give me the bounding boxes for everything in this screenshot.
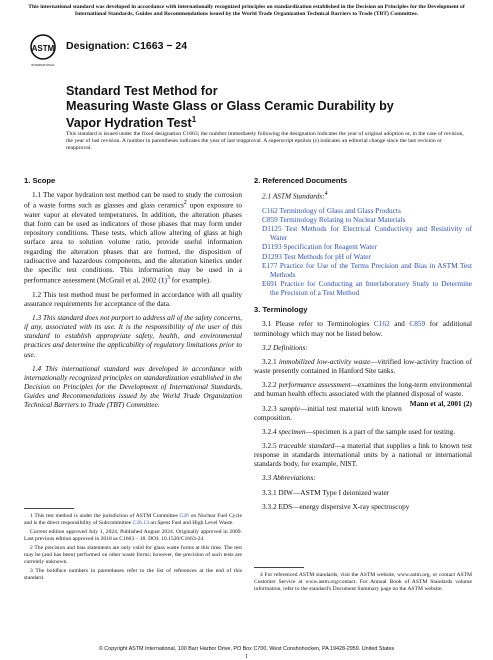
- referenced-document-title[interactable]: Test Methods for Electrical Conductivity and Resistivity of Water: [270, 224, 472, 243]
- link-c26[interactable]: C26: [179, 513, 189, 519]
- footnote-2: 2 The precision and bias statements are only valid for glass waste forms at this time. The test may be (and has been) performed on other waste forms; however, the precision of such tests are currently unknown.: [24, 545, 242, 566]
- referenced-document-item: [254, 242, 472, 251]
- referenced-document-title[interactable]: Terminology Relating to Nuclear Materials: [277, 214, 406, 224]
- para-2-1: 2.1 ASTM Standards:$^4$: [262, 191, 328, 201]
- section-3-heading: 3. Terminology: [254, 305, 308, 315]
- footnote-ref-3[interactable]: 3: [166, 274, 170, 281]
- referenced-document-title[interactable]: Test Methods for pH of Water: [281, 251, 371, 261]
- title-line-1: Standard Test Method for: [66, 84, 218, 98]
- para-3-2-1: 3.2.1 immobilized low-activity waste—vitrified low-activity fraction of waste presently contained in Hanford Site tanks.: [254, 356, 473, 376]
- referenced-documents-list: [254, 206, 472, 298]
- para-3-2-2: 3.2.2 performance assessment—examines the long-term environmental and human health effects associated with the planned disposal of waste. Mann et al, 2001 (2): [254, 380, 472, 408]
- referenced-document-title[interactable]: Specification for Reagent Water: [281, 242, 377, 252]
- title-footnote-mark[interactable]: 1: [191, 115, 197, 124]
- referenced-document-item: [254, 261, 472, 279]
- svg-text:ASTM: ASTM: [31, 44, 55, 53]
- referenced-document-title[interactable]: Practice for Conducting an Interlaboratory Study to Determine the Precision of a Test Method: [270, 278, 472, 298]
- para-3-2: 3.2 Definitions:: [262, 342, 308, 352]
- referenced-document-item: [254, 252, 472, 261]
- title-line-2: Measuring Waste Glass or Glass Ceramic Durability by: [66, 98, 394, 113]
- footnote-1-edition: Current edition approved July 1, 2024. Published August 2024. Originally approved in 2009. Last previous edition approved in 2018 as C1663 – 18. DOI: 10.1520/C1663-24.: [24, 529, 242, 543]
- section-1-heading: 1. Scope: [24, 176, 56, 185]
- referenced-document-item: [254, 224, 472, 242]
- referenced-document-item: [254, 215, 472, 224]
- footnote-1: 1 This test method is under the jurisdiction of ASTM Committee C26 on Nuclear Fuel Cycle and is the direct responsibility of Subcommittee C26.13 on Spent Fuel and High Level Waste.: [24, 513, 242, 527]
- svg-text:INTERNATIONAL: INTERNATIONAL: [31, 63, 55, 67]
- citation-mann[interactable]: Mann et al, 2001 (2): [409, 398, 472, 408]
- copyright-line: © Copyright ASTM International, 100 Barr Harbor Drive, PO Box C700, West Conshohocken, PA 19428-2959. United States: [98, 646, 395, 652]
- para-1-3: 1.3 This standard does not purport to address all of the safety concerns, if any, associated with its use. It is the responsibility of the user of this standard to establish appropriate safety, health, and environmental practices and determine the applicability of regulatory limitations prior to use.: [24, 312, 242, 359]
- right-column: [254, 176, 472, 516]
- footnote-ref-4[interactable]: 4: [324, 191, 328, 198]
- footnote-4: 4 For referenced ASTM standards, visit the ASTM website, www.astm.org, or contact ASTM Customer Service at www.astm.org/contact. For Annual Book of ASTM Standards volume information, refer to the standard's Document Summary page on the ASTM website.: [254, 572, 472, 593]
- issued-note: This standard is issued under the fixed designation C1663; the number immediately following the designation indicates the year of original adoption or, in the case of revision, the year of last revision. A number in parentheses indicates the year of last reapproval. A superscript epsilon (ε) indicates an editorial change since the last revision or reapproval.: [66, 131, 464, 152]
- astm-logo: [28, 34, 58, 68]
- para-1-4: 1.4 This international standard was developed in accordance with internationally recognized principles on standardization established in the Decision on Principles for the Development of International Standards, Guides and Recommendations issued by the World Trade Organization Technical Barriers to Trade (TBT) Committee.: [24, 363, 242, 410]
- para-3-1: 3.1 Please refer to Terminologies C162 and C859 for additional terminology which may not be listed below.: [254, 319, 472, 338]
- tbt-notice: This international standard was developed in accordance with internationally recognized principles on standardization established in the Decision on Principles for the Development of International Standards, Guides and Recommendations issued by the World Trade Organization Technical Barriers to Trade (TBT) Committee.: [28, 4, 465, 17]
- referenced-document-code-link[interactable]: D1293: [262, 251, 282, 261]
- link-c162[interactable]: C162: [373, 319, 390, 329]
- referenced-document-title[interactable]: Practice for Use of the Terms Precision and Bias in ASTM Test Methods: [270, 260, 472, 279]
- para-3-2-3: 3.2.3 sample—initial test material with known composition.: [254, 403, 402, 422]
- link-c859[interactable]: C859: [409, 319, 426, 329]
- referenced-document-code-link[interactable]: E691: [262, 278, 278, 288]
- para-3-3: 3.3 Abbreviations:: [262, 473, 316, 483]
- footnote-ref-2[interactable]: 2: [183, 200, 187, 207]
- para-3-2-5: 3.2.5 traceable standard—a material that supplies a link to known test response in standards international units by a national or international standards body, for example, NIST.: [254, 441, 473, 469]
- referenced-document-item: [254, 279, 472, 297]
- section-2-heading: 2. Referenced Documents: [254, 176, 348, 185]
- link-c26-13[interactable]: C26.13: [132, 520, 149, 527]
- reference-link-1[interactable]: 1: [160, 275, 165, 285]
- referenced-document-code-link[interactable]: D1193: [262, 242, 282, 252]
- designation: Designation: C1663 − 24: [66, 40, 188, 52]
- title-line-3: Vapor Hydration Test$^1$: [66, 115, 197, 131]
- footnote-divider-right: [254, 567, 304, 568]
- para-3-3-1: 3.3.1 DIW—ASTM Type I deionized water: [262, 487, 390, 497]
- para-1-2: 1.2 This test method must be performed in accordance with all quality assurance requirements for acceptance of the data.: [24, 289, 242, 308]
- left-column: [24, 176, 242, 414]
- footnotes-left: [24, 513, 242, 584]
- referenced-document-title[interactable]: Terminology of Glass and Glass Products: [277, 205, 401, 215]
- para-3-3-2: 3.3.2 EDS—energy dispersive X-ray spectroscopy: [262, 501, 410, 511]
- footnote-divider-left: [24, 508, 74, 509]
- referenced-document-code-link[interactable]: C859: [262, 214, 278, 224]
- para-3-2-4: 3.2.4 specimen—specimen is a part of the sample used for testing.: [262, 426, 456, 436]
- para-1-1: 1.1 The vapor hydration test method can be used to study the corrosion of a waste forms such as glasses and glass ceramics$^2$ upon exposure to water vapor at elevated temperatures. In addition, the alteration phases that form can be used as indicators of those phases that may form under repository conditions. These tests, which allow altering of glass at high surface area to solution volume ratio, provide useful information regarding the alteration phases that are formed, the disposition of radioactive and hazardous components, and the alteration kinetics under the specific test conditions. This information may be used in a performance assessment (McGrail et al, 2002 $(1)^3$ for example).: [24, 190, 242, 285]
- referenced-document-code-link[interactable]: D1125: [262, 224, 282, 234]
- page-number: 1: [245, 654, 248, 660]
- referenced-document-code-link[interactable]: E177: [262, 260, 278, 270]
- footnotes-right: [254, 572, 472, 595]
- document-title: [66, 84, 446, 131]
- referenced-document-code-link[interactable]: C162: [262, 205, 278, 215]
- referenced-document-item: [254, 206, 472, 215]
- footnote-3: 3 The boldface numbers in parentheses refer to the list of references at the end of this standard.: [24, 568, 242, 582]
